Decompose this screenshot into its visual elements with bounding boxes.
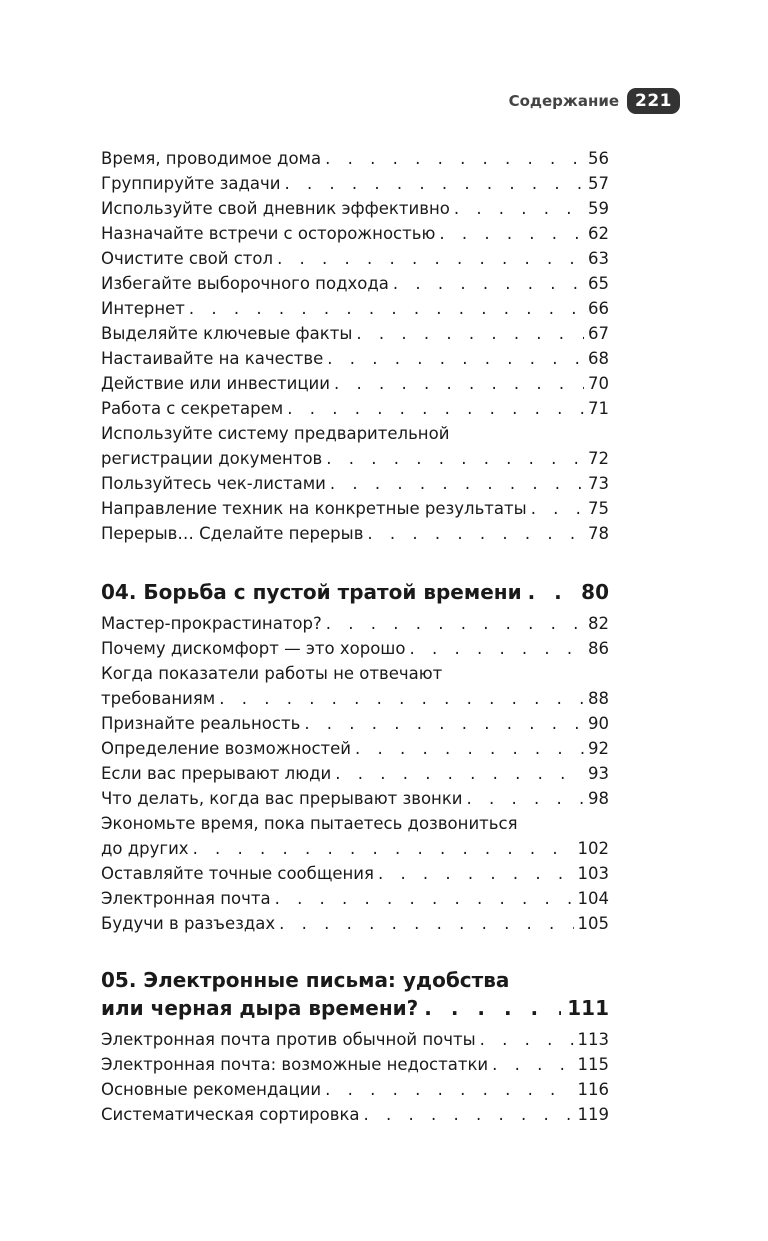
header-title: Содержание [508,92,619,110]
toc-entry[interactable]: Работа с секретарем . . . 71 [101,396,609,421]
toc-entry[interactable]: Определение возможностей . . . 92 [101,736,609,761]
page-number-badge: 221 [627,88,680,114]
chapter-heading[interactable]: или черная дыра времени? . . . 111 [101,994,609,1022]
toc-entry-line1[interactable]: Используйте систему предварительной [101,424,450,443]
toc-entry[interactable]: регистрации документов . . . 72 [101,446,609,471]
toc-entry[interactable]: Настаивайте на качестве . . . 68 [101,346,609,371]
toc-chapter-04 [101,578,609,936]
toc-entry[interactable]: Оставляйте точные сообщения . . . 103 [101,861,609,886]
running-header [509,88,680,114]
toc-block-continued [101,146,609,546]
toc-entry[interactable]: Электронная почта: возможные недостатки . . . 115 [101,1052,609,1077]
toc-chapter-05 [101,966,609,1127]
toc-entry[interactable]: Интернет . . . 66 [101,296,609,321]
toc-entry[interactable]: Перерыв… Сделайте перерыв . . . 78 [101,521,609,546]
toc-entry[interactable]: Почему дискомфорт — это хорошо . . . 86 [101,636,609,661]
toc-entry[interactable]: Мастер-прокрастинатор? . . . 82 [101,611,609,636]
toc-entry[interactable]: Признайте реальность . . . 90 [101,711,609,736]
toc-entry-line1[interactable]: Экономьте время, пока пытаетесь дозвониться [101,814,518,833]
toc-entry[interactable]: Будучи в разъездах . . . 105 [101,911,609,936]
toc-entry[interactable]: Выделяйте ключевые факты . . . 67 [101,321,609,346]
toc-entry[interactable]: Что делать, когда вас прерывают звонки . . . 98 [101,786,609,811]
toc-entry-line1[interactable]: Когда показатели работы не отвечают [101,664,443,683]
toc-entry[interactable]: Направление техник на конкретные результаты . . . 75 [101,496,609,521]
chapter-heading-line1[interactable]: 05. Электронные письма: удобства [101,968,510,992]
toc-entry[interactable]: Основные рекомендации . . . 116 [101,1077,609,1102]
toc-entry[interactable]: Очистите свой стол . . . 63 [101,246,609,271]
toc-entry[interactable]: Систематическая сортировка . . . 119 [101,1102,609,1127]
toc-entry[interactable]: Избегайте выборочного подхода . . . 65 [101,271,609,296]
chapter-heading[interactable]: 04. Борьба с пустой тратой времени . . . 80 [101,578,609,606]
toc-entry[interactable]: Электронная почта против обычной почты . . . 113 [101,1027,609,1052]
toc-entry[interactable]: Группируйте задачи . . . 57 [101,171,609,196]
toc-entry[interactable]: Используйте свой дневник эффективно . . . 59 [101,196,609,221]
toc-entry[interactable]: Пользуйтесь чек-листами . . . 73 [101,471,609,496]
toc-entry[interactable]: Время, проводимое дома . . . 56 [101,146,609,171]
toc-entry[interactable]: Назначайте встречи с осторожностью . . . 62 [101,221,609,246]
toc-entry[interactable]: требованиям . . . 88 [101,686,609,711]
toc-entry[interactable]: Действие или инвестиции . . . 70 [101,371,609,396]
toc-entry[interactable]: до других . . . 102 [101,836,609,861]
toc-entry[interactable]: Если вас прерывают люди . . . 93 [101,761,609,786]
toc-entry[interactable]: Электронная почта . . . 104 [101,886,609,911]
